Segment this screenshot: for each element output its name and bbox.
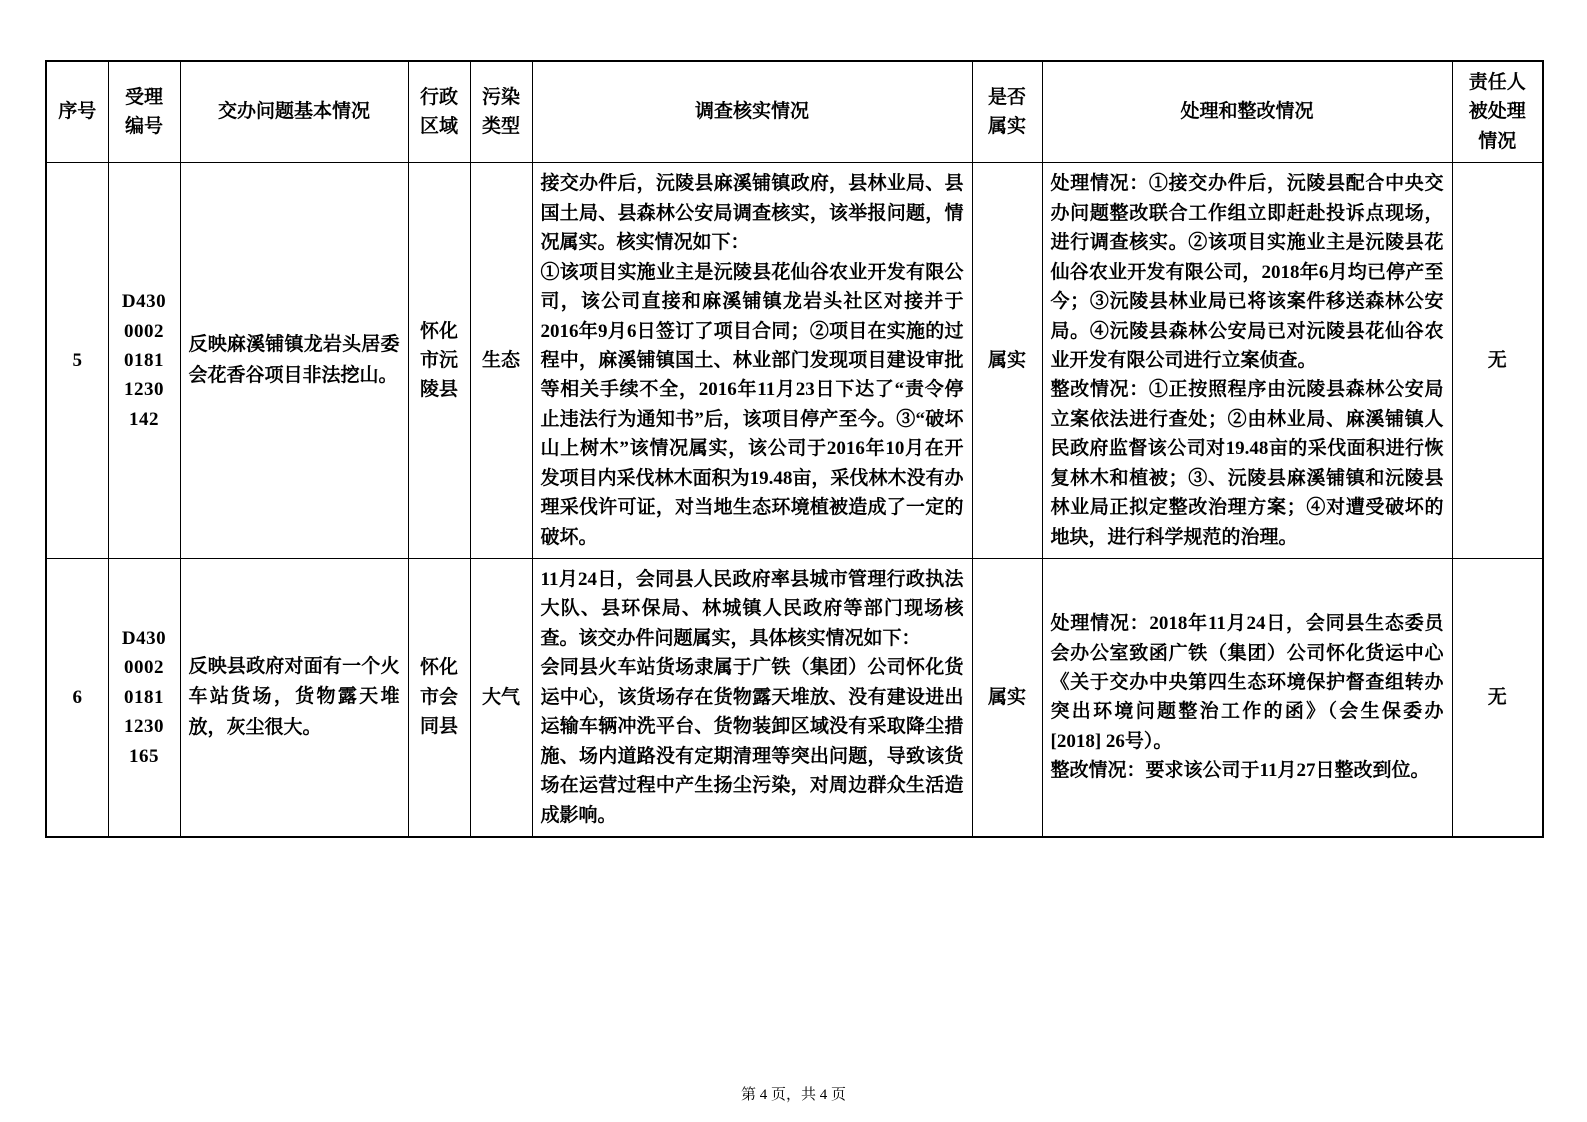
cell-handling [1042,559,1452,837]
cell-description [180,559,408,837]
rectification-label: 整改情况： [1050,379,1149,401]
investigation-paragraph-1: 11月24日，会同县人民政府率县城市管理行政执法大队、县环保局、林城镇人民政府等部门现场核查。该交办件问题属实，具体核实情况如下： [540,569,964,649]
page-footer: 第 4 页，共 4 页 [740,1087,846,1103]
handling-paragraph [1051,169,1444,375]
column-header-investigation: 调查核实情况 [532,61,972,163]
column-header-seq: 序号 [46,61,108,163]
investigation-paragraph-2: 会同县火车站货场隶属于广铁（集团）公司怀化货运中心，该货场存在货物露天堆放、没有建设进出运输车辆冲洗平台、货物装卸区域没有采取降尘措施、场内道路没有定期清理等突出问题，导致该货场在运营过程中产生扬尘污染，对周边群众生活造成影响。 [540,657,964,826]
cell-code [108,163,180,559]
cell-investigation [532,559,972,837]
handling-text: 2018年11月24日，会同县生态委员会办公室致函广铁（集团）公司怀化货运中心《关于交办中央第四生态环境保护督查组转办突出环境问题整治工作的函》（会生保委办 [2018] 26号）。 [1050,613,1444,752]
cell-seq: 6 [46,559,108,837]
table-row [46,163,1543,559]
cell-pollution-type: 大气 [470,559,532,837]
rectification-text: 要求该公司于11月27日整改到位。 [1145,760,1430,782]
handling-label: 处理情况： [1050,613,1150,635]
table-body [46,163,1543,837]
handling-text: ①接交办件后，沅陵县配合中央交办问题整改联合工作组立即赶赴投诉点现场，进行调查核实。②该项目实施业主是沅陵县花仙谷农业开发有限公司，2018年6月均已停产至今；③沅陵县林业局已将该案件移送森林公安局。④沅陵县森林公安局已对沅陵县花仙谷农业开发有限公司进行立案侦查。 [1050,173,1444,371]
column-header-handling: 处理和整改情况 [1042,61,1452,163]
rectification-text: ①正按照程序由沅陵县森林公安局立案依法进行查处；②由林业局、麻溪铺镇人民政府监督该公司对19.48亩的采伐面积进行恢复林木和植被；③、沅陵县麻溪铺镇和沅陵县林业局正拟定整改治理方案；④对遭受破坏的地块，进行科学规范的治理。 [1050,379,1444,548]
cell-code-text: D430 0002 0181 1230 165 [121,627,167,767]
inspection-report-table [45,60,1544,838]
table-header [46,61,1543,163]
cell-code-text: D430 0002 0181 1230 142 [121,291,167,430]
cell-handling [1042,163,1452,559]
rectification-label: 整改情况： [1050,760,1146,782]
cell-region: 怀化市会同县 [408,559,470,837]
table-header-row [46,61,1543,163]
column-header-region: 行政区域 [408,61,470,163]
handling-paragraph [1051,609,1444,756]
investigation-paragraph-2: ①该项目实施业主是沅陵县花仙谷农业开发有限公司，该公司直接和麻溪铺镇龙岩头社区对接并于2016年9月6日签订了项目合同；②项目在实施的过程中，麻溪铺镇国土、林业部门发现项目建设审批等相关手续不全，2016年11月23日下达了“责令停止违法行为通知书”后，该项目停产至今。③“破坏山上树木”该情况属实，该公司于2016年10月在开发项目内采伐林木面积为19.48亩，采伐林木没有办理采伐许可证，对当地生态环境植被造成了一定的破坏。 [540,261,964,548]
rectification-paragraph [1051,756,1444,785]
cell-description-text: 反映县政府对面有一个火车站货场，货物露天堆放，灰尘很大。 [188,655,400,738]
cell-is-true: 属实 [972,163,1042,559]
rectification-paragraph [1051,375,1444,552]
handling-label: 处理情况： [1050,173,1149,195]
cell-region: 怀化市沅陵县 [408,163,470,559]
table-row [46,559,1543,837]
column-header-pollution-type: 污染类型 [470,61,532,163]
cell-description [180,163,408,559]
column-header-responsible: 责任人被处理情况 [1452,61,1543,163]
cell-seq: 5 [46,163,108,559]
investigation-paragraph-1: 接交办件后，沅陵县麻溪铺镇政府，县林业局、县国土局、县森林公安局调查核实，该举报问题，情况属实。核实情况如下： [540,173,964,254]
cell-is-true: 属实 [972,559,1042,837]
cell-description-text: 反映麻溪铺镇龙岩头居委会花香谷项目非法挖山。 [188,334,400,386]
cell-pollution-type: 生态 [470,163,532,559]
cell-code [108,559,180,837]
cell-investigation [532,163,972,559]
column-header-is-true: 是否属实 [972,61,1042,163]
column-header-description: 交办问题基本情况 [180,61,408,163]
cell-responsible: 无 [1452,559,1543,837]
cell-responsible: 无 [1452,163,1543,559]
column-header-code: 受理编号 [108,61,180,163]
